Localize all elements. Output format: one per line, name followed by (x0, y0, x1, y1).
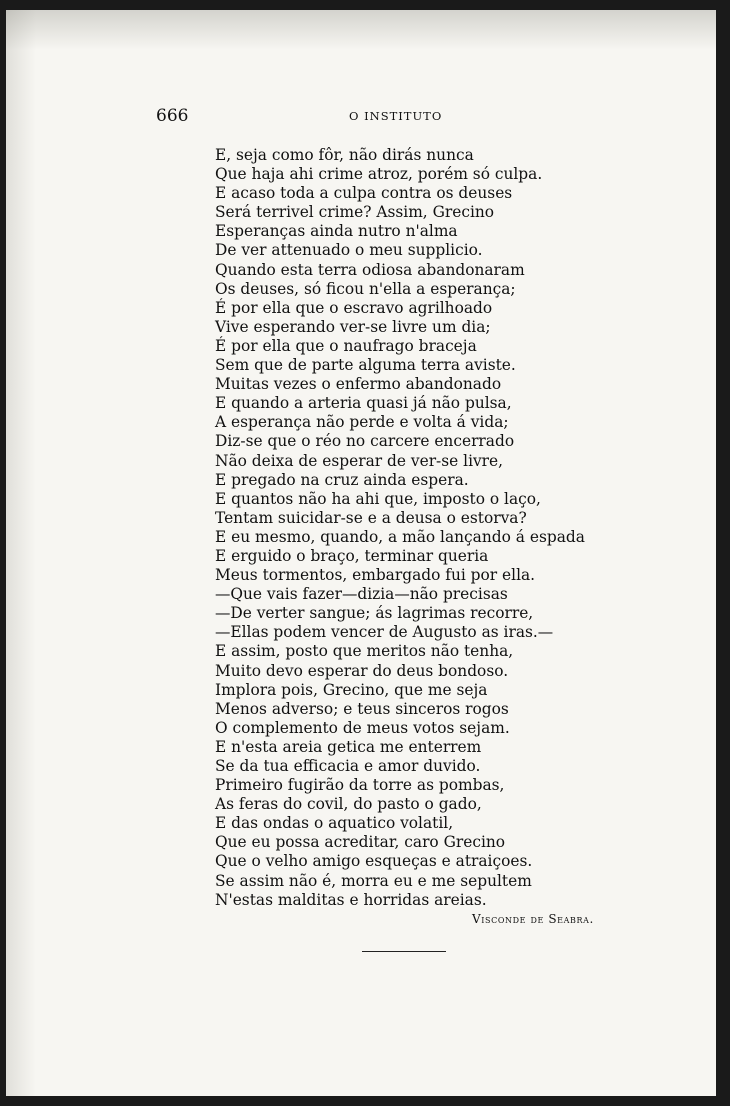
poem-line: Que haja ahi crime atroz, porém só culpa. (215, 165, 543, 184)
poem-line: N'estas malditas e horridas areias. (215, 890, 487, 909)
poem-line: E assim, posto que meritos não tenha, (215, 642, 514, 661)
poem-line: Implora pois, Grecino, que me seja (215, 680, 488, 699)
poem-line: É por ella que o escravo agrilhoado (215, 298, 493, 317)
running-head: O INSTITUTO (349, 109, 443, 123)
page-shadow-left (6, 10, 36, 1096)
poem-line: E eu mesmo, quando, a mão lançando á espada (215, 527, 585, 546)
poem-line: O complemento de meus votos sejam. (215, 718, 510, 737)
poem-line: Diz-se que o réo no carcere encerrado (215, 432, 515, 451)
book-page (6, 10, 716, 1096)
end-rule (362, 951, 446, 952)
poem-line: Vive esperando ver-se livre um dia; (215, 317, 491, 336)
poem-line: Muito devo esperar do deus bondoso. (215, 661, 509, 680)
poem-line: Quando esta terra odiosa abandonaram (215, 260, 525, 279)
poem-line: Se assim não é, morra eu e me sepultem (215, 871, 532, 890)
poem-line: —Ellas podem vencer de Augusto as iras.— (215, 623, 554, 642)
poem-line: É por ella que o naufrago braceja (215, 336, 477, 355)
poem-line: Sem que de parte alguma terra aviste. (215, 356, 516, 375)
poem-line: Menos adverso; e teus sinceros rogos (215, 699, 509, 718)
poem-line: E quando a arteria quasi já não pulsa, (215, 394, 512, 413)
poem-line: Meus tormentos, embargado fui por ella. (215, 566, 536, 585)
poem-line: —De verter sangue; ás lagrimas recorre, (215, 604, 534, 623)
poem-line: E das ondas o aquatico volatil, (215, 814, 454, 833)
poem-line: E pregado na cruz ainda espera. (215, 470, 469, 489)
poem-line: Será terrivel crime? Assim, Grecino (215, 203, 495, 222)
poem-line: Esperanças ainda nutro n'alma (215, 222, 458, 241)
author-signature: Visconde de Seabra. (472, 912, 594, 926)
poem-line: A esperança não perde e volta á vida; (215, 413, 509, 432)
poem-body (215, 146, 685, 910)
page-shadow-top (6, 10, 716, 50)
poem-line: Que o velho amigo esqueças e atraiçoes. (215, 852, 533, 871)
poem-line: —Que vais fazer—dizia—não precisas (215, 585, 508, 604)
poem-line: Muitas vezes o enfermo abandonado (215, 375, 502, 394)
poem-line: Não deixa de esperar de ver-se livre, (215, 451, 504, 470)
poem-line: E, seja como fôr, não dirás nunca (215, 146, 474, 164)
poem-line: Primeiro fugirão da torre as pombas, (215, 776, 505, 795)
poem-line: De ver attenuado o meu supplicio. (215, 241, 483, 260)
poem-line: Se da tua efficacia e amor duvido. (215, 757, 481, 775)
poem-line: As feras do covil, do pasto o gado, (215, 795, 482, 814)
page-header (156, 106, 456, 130)
poem-line: Que eu possa acreditar, caro Grecino (215, 833, 506, 852)
poem-line: E n'esta areia getica me enterrem (215, 737, 482, 756)
poem-line: E acaso toda a culpa contra os deuses (215, 184, 513, 203)
poem-line: Tentam suicidar-se e a deusa o estorva? (215, 508, 527, 527)
page-number: 666 (156, 106, 189, 126)
poem-line: Os deuses, só ficou n'ella a esperança; (215, 279, 516, 298)
poem-line: E quantos não ha ahi que, imposto o laço, (215, 489, 541, 508)
poem-line: E erguido o braço, terminar queria (215, 546, 489, 565)
